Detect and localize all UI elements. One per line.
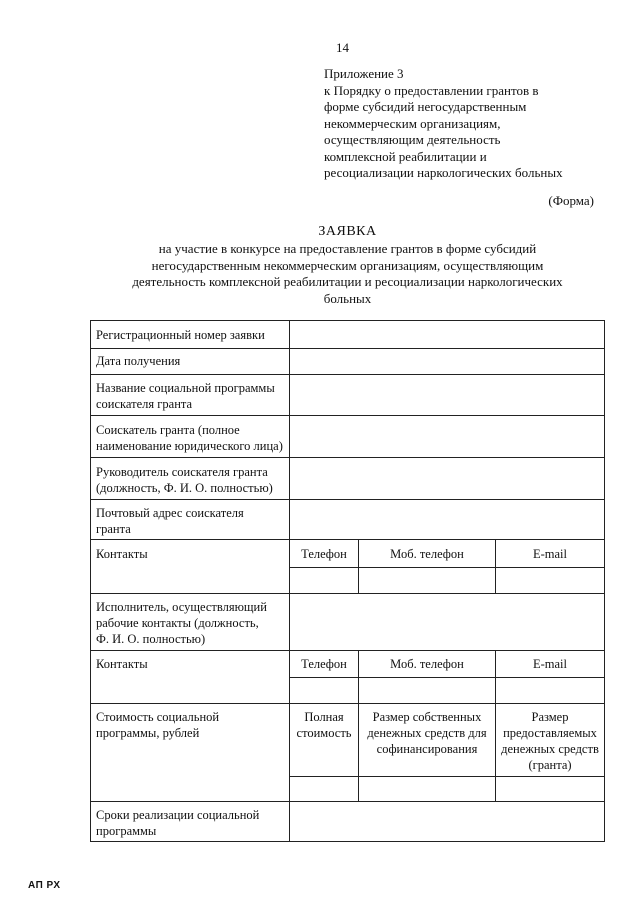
label-receipt-date: Дата получения <box>96 354 181 368</box>
subtitle-line: негосударственным некоммерческим организациям, осуществляющим <box>151 257 544 273</box>
appendix-line: комплексной реабилитации и <box>324 148 487 164</box>
label-postal-address: Почтовый адрес соискателя гранта <box>96 506 244 536</box>
label-contacts-1: Контакты <box>96 547 148 561</box>
label-executor: Исполнитель, осуществляющий рабочие контакты (должность, Ф. И. О. полностью) <box>96 600 267 646</box>
footer-stamp: АП РХ <box>28 880 61 891</box>
label-program-timeline: Сроки реализации социальной программы <box>96 808 260 838</box>
header-email-2: E-mail <box>532 657 567 671</box>
appendix-line: к Порядку о предоставлении грантов в <box>324 82 539 98</box>
page-number: 14 <box>336 40 349 55</box>
header-own-funds: Размер собственных денежных средств для софинансирования <box>367 710 487 756</box>
header-phone-2: Телефон <box>301 657 347 671</box>
label-contacts-2: Контакты <box>96 657 148 671</box>
appendix-header <box>324 66 624 182</box>
header-email-1: E-mail <box>532 547 567 561</box>
appendix-line: ресоциализации наркологических больных <box>324 165 563 180</box>
label-head: Руководитель соискателя гранта (должность, Ф. И. О. полностью) <box>96 465 273 495</box>
label-program-cost: Стоимость социальной программы, рублей <box>96 710 220 740</box>
appendix-line: форме субсидий негосударственным <box>324 99 527 114</box>
subtitle-line: деятельность комплексной реабилитации и ресоциализации наркологических <box>132 274 563 289</box>
header-grant-funds: Размер предоставляемых денежных средств (гранта) <box>501 710 599 772</box>
appendix-line: осуществляющим деятельность <box>324 132 501 147</box>
header-mobile-2: Моб. телефон <box>390 657 464 671</box>
document-title: ЗАЯВКА <box>318 224 377 239</box>
label-applicant: Соискатель гранта (полное наименование юридического лица) <box>96 423 283 453</box>
subtitle-line: больных <box>323 290 372 306</box>
application-form-table <box>90 320 605 842</box>
header-total-cost: Полная стоимость <box>296 710 352 740</box>
appendix-line: Приложение 3 <box>324 66 404 81</box>
header-mobile-1: Моб. телефон <box>390 547 464 561</box>
document-subtitle <box>90 241 605 307</box>
label-program-name: Название социальной программы соискателя гранта <box>96 381 275 411</box>
header-phone-1: Телефон <box>301 547 347 561</box>
appendix-line: некоммерческим организациям, <box>324 115 501 131</box>
subtitle-line: на участие в конкурсе на предоставление грантов в форме субсидий <box>158 241 537 256</box>
label-registration-number: Регистрационный номер заявки <box>96 328 265 342</box>
form-note: (Форма) <box>548 193 594 208</box>
